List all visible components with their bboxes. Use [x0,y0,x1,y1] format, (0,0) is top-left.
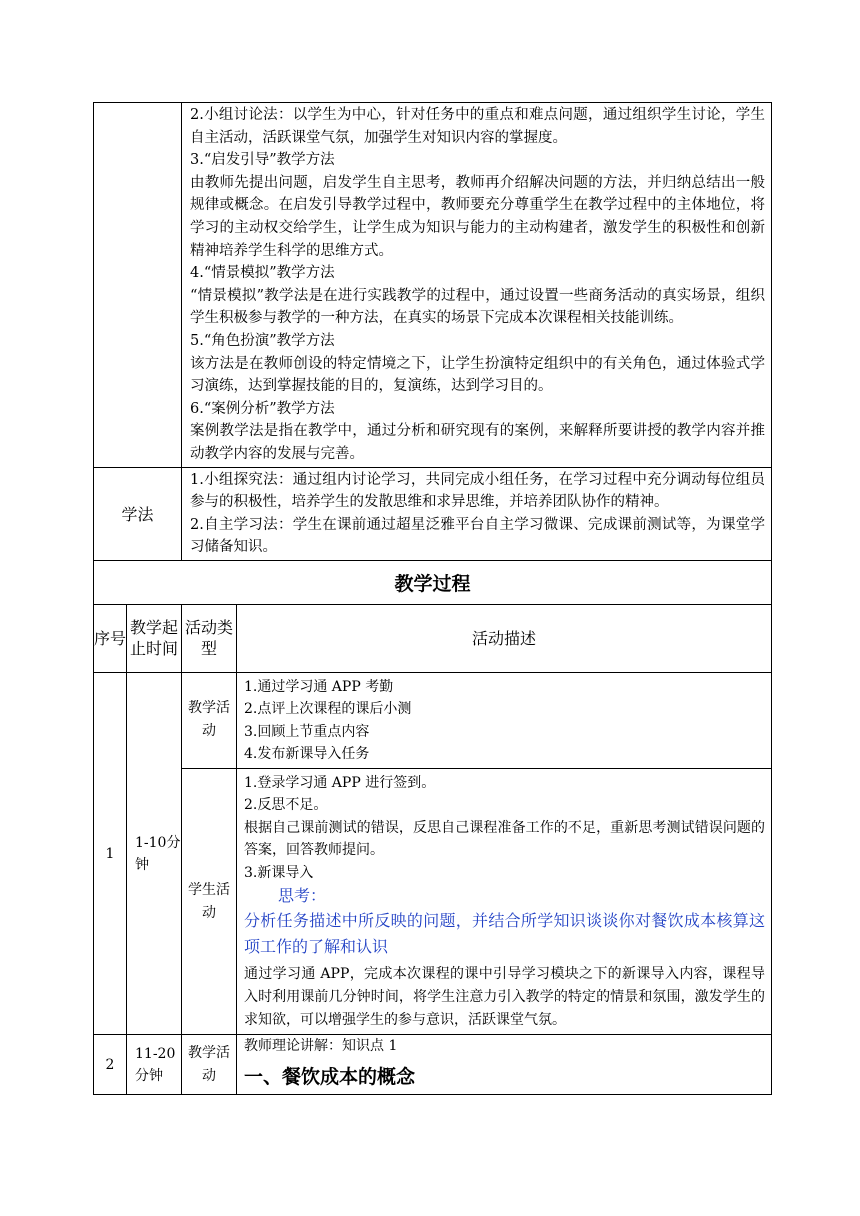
process-title-row [94,560,772,604]
teaching-methods-label-cell [94,103,182,468]
lesson-plan-table [93,102,772,1095]
method-heading: 6.“案例分析”教学方法 [190,400,335,417]
learning-methods-cell [182,467,772,560]
header-time: 教学起止时间 [127,604,182,672]
method-heading: 3.“启发引导”教学方法 [190,152,335,169]
step-1-teacher-row [94,672,772,768]
step-time: 11-20分钟 [127,1035,182,1095]
activity-type: 学生活动 [182,768,237,1035]
activity-line: 1.通过学习通 APP 考勤 [244,678,394,695]
knowledge-point-title: 一、餐饮成本的概念 [244,1065,416,1088]
step-1-student-row [94,768,772,1035]
method-text: “情景模拟”教学法是在进行实践教学的过程中，通过设置一些商务活动的真实场景，组织学生积极参与教学的一种方法，在真实的场景下完成本次课程相关技能训练。 [190,287,765,327]
teaching-methods-cell [182,103,772,468]
activity-line: 根据自己课前测试的错误，反思自己课程准备工作的不足，重新思考测试错误问题的答案，回答教师提问。 [244,819,765,859]
header-seq: 序号 [94,604,127,672]
student-activity-desc [237,768,772,1035]
method-text: 该方法是在教师创设的特定情境之下，让学生扮演特定组织中的有关角色，通过体验式学习演练，达到掌握技能的目的，复演练，达到学习目的。 [190,355,765,395]
learning-method-text: 1.小组探究法：通过组内讨论学习，共同完成小组任务，在学习过程中充分调动每位组员参与的积极性，培养学生的发散思维和求异思维，并培养团队协作的精神。 [190,471,765,511]
learning-method-text: 2.自主学习法：学生在课前通过超星泛雅平台自主学习微课、完成课前测试等，为课堂学习储备知识。 [190,516,765,556]
activity-type: 教学活动 [182,1035,237,1095]
learning-methods-row [94,467,772,560]
teaching-methods-row [94,103,772,468]
activity-line: 2.反思不足。 [244,797,328,814]
activity-type: 教学活动 [182,672,237,768]
step-2-row [94,1035,772,1095]
lecture-desc [237,1035,772,1095]
method-text: 2.小组讨论法：以学生为中心，针对任务中的重点和难点问题，通过组织学生讨论，学生自主活动，活跃课堂气氛，加强学生对知识内容的掌握度。 [190,107,765,146]
method-heading: 4.“情景模拟”教学方法 [190,265,335,282]
activity-line: 1.登录学习通 APP 进行签到。 [244,774,436,791]
step-time: 1-10分钟 [127,672,182,1035]
step-seq: 2 [94,1035,127,1095]
activity-line: 3.回顾上节重点内容 [244,723,370,740]
teacher-activity-desc [237,672,772,768]
activity-line: 通过学习通 APP，完成本次课程的课中引导学习模块之下的新课导入内容，课程导入时利用课前几分钟时间，将学生注意力引入教学的特定的情景和氛围，激发学生的求知欲，可以增强学生的参与意识，活跃课堂气氛。 [244,966,765,1029]
header-desc: 活动描述 [237,604,772,672]
lecture-line: 教师理论讲解：知识点 1 [244,1038,398,1055]
process-header-row [94,604,772,672]
method-text: 由教师先提出问题，启发学生自主思考，教师再介绍解决问题的方法，并归纳总结出一般规律或概念。在启发引导教学过程中，教师要充分尊重学生在教学过程中的主体地位，将学习的主动权交给学生，让学生成为知识与能力的主动构建者，激发学生的积极性和创新精神培养学生科学的思维方式。 [190,174,765,259]
think-heading: 思考： [278,886,327,906]
step-seq: 1 [94,672,127,1035]
learning-methods-label: 学法 [94,467,182,560]
process-title: 教学过程 [94,560,772,604]
header-type: 活动类型 [182,604,237,672]
activity-line: 3.新课导入 [244,864,314,881]
method-text: 案例教学法是指在教学中，通过分析和研究现有的案例，来解释所要讲授的教学内容并推动教学内容的发展与完善。 [190,423,765,462]
think-question: 分析任务描述中所反映的问题，并结合所学知识谈谈你对餐饮成本核算这项工作的了解和认识 [244,911,765,957]
method-heading: 5.“角色扮演”教学方法 [190,332,335,349]
activity-line: 2.点评上次课程的课后小测 [244,701,412,718]
activity-line: 4.发布新课导入任务 [244,746,370,763]
